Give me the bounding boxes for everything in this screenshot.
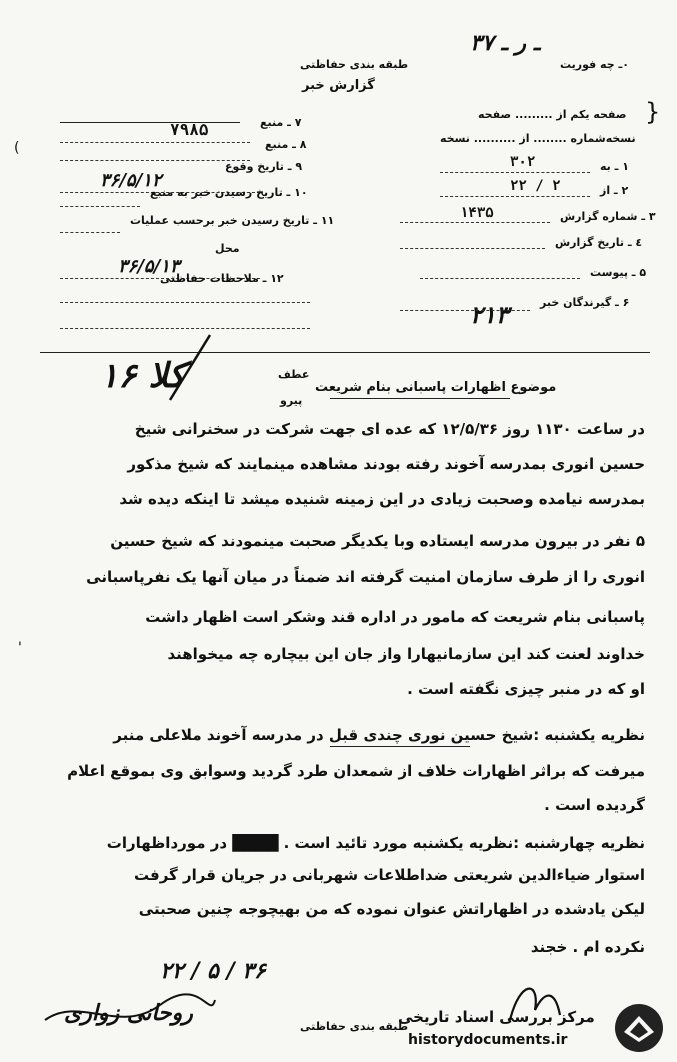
field-label: ۷ ـ منبع bbox=[260, 116, 302, 129]
field-line bbox=[400, 248, 545, 249]
field-label: ۶ ـ گیرندگان خبر bbox=[540, 296, 630, 309]
field-value: ۷۹۸۵ bbox=[170, 120, 209, 139]
body-line: ۵ نفر در بیرون مدرسه ایستاده وبا یکدیگر صحبت مینمودند که شیخ حسین bbox=[110, 532, 645, 550]
subject-underline bbox=[330, 398, 510, 399]
field-label: ۵ ـ پیوست bbox=[590, 266, 647, 279]
margin-note-stroke bbox=[160, 330, 220, 410]
note-line: نکرده ام . خجند bbox=[530, 938, 645, 956]
field-line bbox=[420, 278, 580, 279]
field-line bbox=[60, 328, 310, 329]
body-line: پاسبانی بنام شریعت که مامور در اداره قند وشکر است اظهار داشت bbox=[145, 608, 645, 626]
signature: روحانی زواری bbox=[64, 1000, 193, 1026]
subject-line: موضوع اظهارات پاسبانی بنام شریعت bbox=[315, 380, 557, 395]
field-line bbox=[60, 302, 310, 303]
field-label: ۱۱ ـ تاریخ رسیدن خبر برحسب عملیات bbox=[130, 214, 335, 227]
watermark-url: historydocuments.ir bbox=[408, 1032, 568, 1048]
field-label: ۸ ـ منبع bbox=[265, 138, 307, 151]
field-line bbox=[440, 172, 590, 173]
note-underline bbox=[330, 746, 470, 747]
note-line: استوار ضیاءالدین شریعتی ضداطلاعات شهربانی در جریان قرار گرفت bbox=[134, 866, 645, 884]
body-line: خداوند لعنت کند این سازمانیهارا واز جان این بیچاره چه میخواهند bbox=[167, 645, 645, 663]
field-value: ۳۶/۵/۱۳ bbox=[118, 256, 180, 277]
field-line bbox=[60, 160, 250, 161]
field-line bbox=[440, 196, 590, 197]
field-label: ۲ ـ از bbox=[600, 184, 629, 197]
classification-label-top: طبقه بندی حفاظتی bbox=[300, 58, 409, 71]
side-label-bottom: پیرو bbox=[280, 394, 303, 407]
header-separator bbox=[40, 352, 650, 353]
body-line: او که در منبر چیزی نگفته است . bbox=[407, 680, 645, 698]
field-line bbox=[60, 142, 250, 143]
field-label: ۱۲ ـ ملاحظات حفاظتی bbox=[160, 272, 284, 285]
page-label: صفحه یکم از ......... صفحه bbox=[478, 108, 627, 121]
signature-stroke bbox=[40, 990, 220, 1040]
body-line: حسین انوری بمدرسه آخوند رفته بودند مشاهده مینمایند که شیخ مذکور bbox=[127, 455, 645, 473]
classification-label-bottom: طبقه بندی حفاظتی bbox=[300, 1020, 409, 1033]
body-line: در ساعت ۱۱۳۰ روز ۱۲/۵/۳۶ که عده ای جهت شرکت در سخنرانی شیخ bbox=[134, 420, 645, 438]
field-label: ٤ ـ تاریخ گزارش bbox=[555, 236, 643, 249]
body-line: انوری را از طرف سازمان امنیت گرفته اند ضمناً در میان آنها یک نفرپاسبانی bbox=[86, 568, 645, 586]
margin-note: کلا ۱۶ bbox=[100, 356, 185, 396]
field-value: ۲۱۳ bbox=[470, 300, 509, 329]
note-line: لیکن یادشده در اظهاراتش عنوان نموده که من بهیچوجه چنین صحبتی bbox=[138, 900, 645, 918]
watermark-text: مرکز بررسی اسناد تاریخی bbox=[398, 1008, 595, 1026]
field-line bbox=[60, 232, 120, 233]
field-line bbox=[400, 222, 550, 223]
watermark-logo-icon bbox=[610, 1002, 668, 1054]
field-label: ۱۰ ـ تاریخ رسیدن خبر به منبع bbox=[150, 186, 308, 199]
note-line: نظریه یکشنبه :شیخ حسین نوری چندی قبل در مدرسه آخوند ملاعلی منبر bbox=[113, 726, 645, 744]
field-line bbox=[60, 122, 240, 123]
note-line: گردیده است . bbox=[544, 796, 645, 814]
form-title: گزارش خبر bbox=[302, 78, 375, 93]
body-line: بمدرسه نیامده وصحبت زیادی در این زمینه شنیده میشد تا اینکه دیده شد bbox=[119, 490, 645, 508]
margin-mark: ( bbox=[14, 140, 20, 156]
copy-label: نسخه‌شماره ........ از .......... نسخه bbox=[440, 132, 636, 145]
field-value: ۲۲ / ۲ bbox=[510, 178, 561, 194]
field-line bbox=[400, 310, 530, 311]
field-label: ۳ ـ شماره گزارش bbox=[560, 210, 656, 223]
field-value: ۳۰۲ bbox=[510, 154, 536, 170]
note-line: میرفت که براثر اظهارات خلاف از شمعدان طرد گردید وسوابق وی بموقع اعلام bbox=[67, 762, 645, 780]
field-line bbox=[60, 206, 140, 207]
note-line: نظریه چهارشنبه :نظریه یکشنبه مورد تائید است . ████ در مورداظهارات bbox=[106, 834, 645, 852]
field-value: ۱۴۳۵ bbox=[460, 205, 494, 221]
field-label: ۹ ـ تاریخ وقوع bbox=[225, 160, 303, 173]
handwritten-date: ۲۲ / ۵ / ۳۶ bbox=[160, 958, 266, 984]
field-label: محل bbox=[215, 242, 240, 255]
urgency-value: ۳ـ ر ـ ۷ bbox=[470, 30, 541, 56]
field-label: ۱ ـ به bbox=[600, 160, 629, 173]
urgency-label: ۰ـ چه فوریت bbox=[560, 58, 629, 71]
margin-mark: ' bbox=[18, 640, 22, 656]
bracket-mark: } bbox=[645, 98, 661, 126]
side-label-top: عطف bbox=[278, 368, 310, 381]
field-value: ۳۶/۵/۱۲ bbox=[100, 170, 162, 191]
